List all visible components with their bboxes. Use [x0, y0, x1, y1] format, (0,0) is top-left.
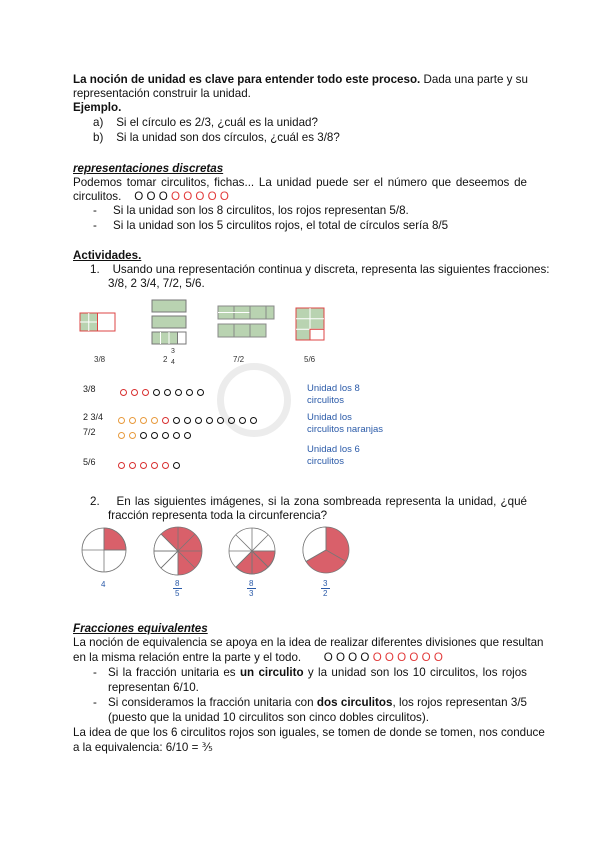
fig1-label-5-6: 5/6 [304, 355, 316, 364]
fig1-note-1: Unidad los 8 circulitos [307, 383, 360, 406]
section-heading-equivalentes: Fracciones equivalentes [73, 622, 208, 635]
model-5-6 [296, 308, 324, 340]
pie-2-label-bottom: 5 [175, 589, 180, 598]
pie-circles-svg [72, 526, 364, 604]
equivalentes-paragraph-line-1: La noción de equivalencia se apoya en la idea de realizar diferentes divisiones que resultan [73, 636, 544, 649]
red-circles-text: O O O O O [170, 190, 229, 203]
section-heading-actividades: Actividades. [73, 249, 142, 262]
model-3-8 [80, 313, 115, 331]
equivalentes-bullet-2-line-2: (puesto que la unidad 10 circulitos son cinco dobles circulitos). [108, 711, 429, 724]
pie-3 [229, 528, 275, 574]
ejemplo-a: a) Si el círculo es 2/3, ¿cuál es la unidad? [93, 116, 318, 129]
fig1-label-7-2: 7/2 [233, 355, 245, 364]
model-2-3-4 [152, 300, 186, 344]
equivalentes-bullet-1-line-1: Si la fracción unitaria es un circulito y la unidad son los 10 circulitos, los rojos [108, 666, 527, 679]
fig1-row-label-7-2: 7/2 [83, 427, 96, 437]
intro-line-2: representación construir la unidad. [73, 87, 251, 100]
equivalentes-paragraph-line-2: en la misma relación entre la parte y el todo. O O O O O O O O O O [73, 651, 443, 664]
equivalentes-bullet-1-line-2: representan 6/10. [108, 681, 199, 694]
ejemplo-b: b) Si la unidad son dos círculos, ¿cuál es 3/8? [93, 131, 340, 144]
actividad-1-line-1: 1. Usando una representación continua y discreta, representa las siguientes fracciones: [90, 263, 550, 276]
pie-1-label: 4 [101, 580, 106, 589]
equivalentes-bullet-2-dash: - [93, 696, 97, 709]
pie-4-label-top: 3 [323, 579, 328, 588]
pie-4 [303, 527, 349, 573]
equivalentes-paragraph-2-line-1: La idea de que los 6 circulitos rojos son iguales, se tomen de donde se tomen, nos conduce [73, 726, 545, 739]
circle-row-7-2 [118, 429, 195, 442]
fig1-note-3: Unidad los 6 circulitos [307, 444, 360, 467]
actividad-2-line-2: fracción representa toda la circunferencia? [108, 509, 328, 522]
fig1-note-2: Unidad los circulitos naranjas [307, 412, 384, 435]
discretas-paragraph-line-2: circulitos. O O O O O O O O [73, 190, 229, 203]
intro-line-1: La noción de unidad es clave para entender todo este proceso. Dada una parte y su [73, 73, 528, 86]
fig1-row-label-5-6: 5/6 [83, 457, 96, 467]
pie-4-label-bottom: 2 [323, 589, 328, 598]
ejemplo-label: Ejemplo. [73, 101, 122, 114]
circle-row-3-8 [120, 386, 208, 399]
equivalentes-paragraph-2-line-2: a la equivalencia: 6/10 = ⅗ [73, 741, 213, 754]
fig1-label-sub: 4 [171, 359, 175, 366]
pie-3-label-top: 8 [249, 579, 254, 588]
pie-3-label-bottom: 3 [249, 589, 254, 598]
fig1-row-label-3-8: 3/8 [83, 384, 96, 394]
section-heading-discretas: representaciones discretas [73, 162, 224, 175]
equivalentes-bullet-2-line-1: Si consideramos la fracción unitaria con dos circulitos, los rojos representan 3/5 [108, 696, 527, 709]
circle-row-2-3-4 [118, 414, 261, 427]
discretas-bullet-2: - Si la unidad son los 5 circulitos rojos, el total de círculos sería 8/5 [93, 219, 449, 232]
equivalentes-bullet-1-dash: - [93, 666, 97, 679]
figure-pie-circles [72, 526, 364, 604]
figure-fraction-representations [72, 293, 332, 475]
fig1-label-3-8: 3/8 [94, 355, 106, 364]
pie-2-label-top: 8 [175, 579, 180, 588]
discretas-bullet-1: - Si la unidad son los 8 circulitos, los rojos representan 5/8. [93, 204, 409, 217]
actividad-2-line-1: 2. En las siguientes imágenes, si la zona sombreada representa la unidad, ¿qué [90, 495, 527, 508]
pie-1 [82, 528, 126, 572]
continuous-models-svg [72, 293, 332, 363]
red-circles-text-2: O O O O O O [372, 651, 443, 664]
model-7-2 [218, 306, 274, 337]
circle-row-5-6 [118, 459, 184, 472]
actividad-1-line-2: 3/8, 2 3/4, 7/2, 5/6. [108, 277, 205, 290]
fig1-label-sup: 3 [171, 348, 175, 355]
pie-2 [154, 527, 202, 575]
discretas-paragraph-line-1: Podemos tomar circulitos, fichas... La unidad puede ser el número que deseemos de [73, 176, 527, 189]
fig1-label-2: 2 [163, 355, 168, 364]
fig1-row-label-2-3-4: 2 3/4 [83, 412, 104, 422]
